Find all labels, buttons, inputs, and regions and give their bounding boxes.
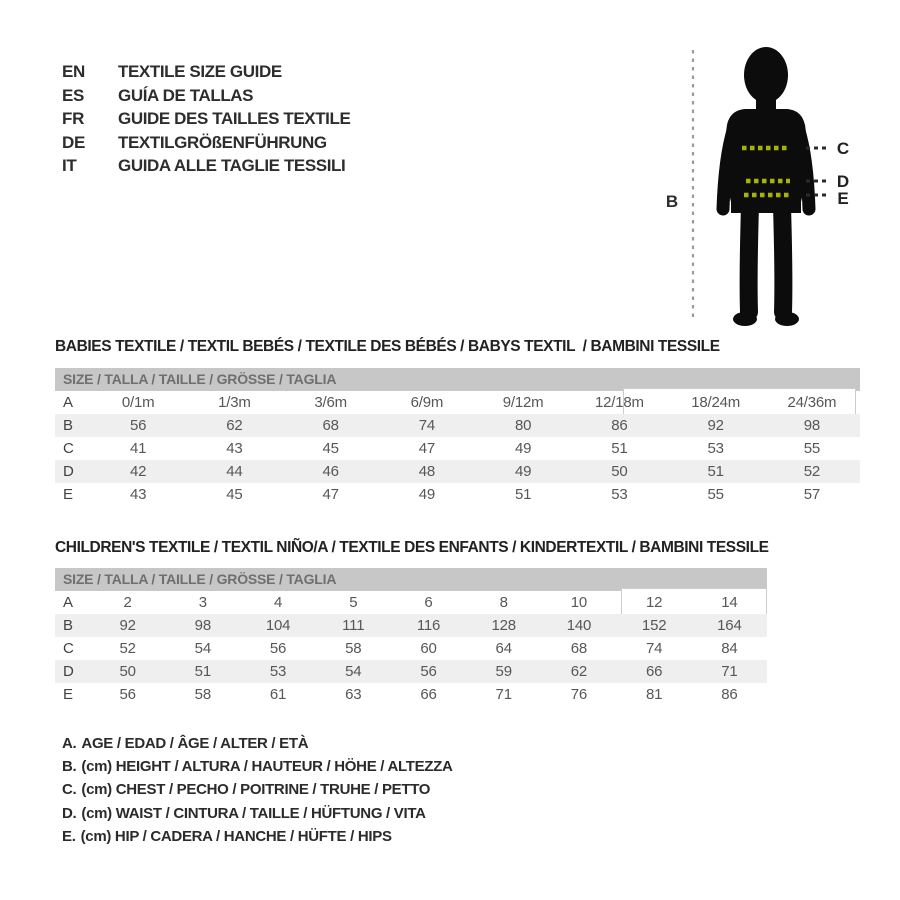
size-cell: 62 (570, 663, 588, 680)
language-title: GUIDE DES TAILLES TEXTILE (118, 109, 351, 128)
size-cell: 48 (418, 463, 436, 480)
size-cell: 104 (265, 617, 291, 634)
size-cell: 42 (129, 463, 147, 480)
legend-key: A. (62, 735, 77, 752)
size-cell: 52 (803, 463, 821, 480)
legend-key: B. (62, 758, 77, 776)
size-cell: 14 (721, 594, 738, 611)
language-title: TEXTILE SIZE GUIDE (118, 62, 282, 81)
language-row (62, 60, 350, 84)
legend-text: (cm) WAIST / CINTURA / TAILLE / HÜFTUNG / VITA (81, 804, 426, 822)
legend-row (62, 802, 453, 825)
language-row (62, 131, 350, 155)
language-list (62, 60, 350, 178)
size-cell: 5 (349, 594, 358, 611)
size-cell: 9/12m (502, 394, 544, 411)
size-cell: 140 (566, 617, 592, 634)
size-cell: 49 (418, 486, 436, 503)
size-cell: 3 (198, 594, 207, 611)
size-table-row-b (55, 414, 860, 437)
language-row (62, 154, 350, 178)
size-cell: 51 (707, 463, 724, 480)
size-cell: 12/18m (594, 394, 644, 411)
size-cell: 1/3m (218, 394, 251, 411)
legend-row (62, 755, 453, 778)
size-cell: 84 (721, 640, 738, 657)
row-label: A (63, 394, 73, 411)
row-label: B (63, 617, 73, 634)
size-cell: 60 (420, 640, 437, 657)
size-cell: 46 (322, 463, 339, 480)
size-cell: 6/9m (410, 394, 444, 411)
size-cell: 59 (495, 663, 512, 680)
size-cell: 53 (269, 663, 287, 680)
size-cell: 55 (707, 486, 724, 503)
size-cell: 58 (345, 640, 362, 657)
size-cell: 81 (645, 686, 663, 703)
size-cell: 0/1m (121, 394, 155, 411)
size-cell: 86 (721, 686, 738, 703)
children-size-header-bar: SIZE / TALLA / TAILLE / GRÖSSE / TAGLIA (55, 568, 767, 591)
language-title: GUIDA ALLE TAGLIE TESSILI (118, 156, 346, 175)
babies-size-header-bar: SIZE / TALLA / TAILLE / GRÖSSE / TAGLIA (55, 368, 860, 391)
size-cell: 47 (322, 486, 339, 503)
size-cell: 56 (269, 640, 287, 657)
size-cell: 68 (322, 417, 339, 434)
language-row (62, 107, 350, 131)
size-cell: 49 (514, 440, 532, 457)
legend-text: (cm) CHEST / PECHO / POITRINE / TRUHE / PETTO (81, 781, 431, 799)
legend-text: (cm) HEIGHT / ALTURA / HAUTEUR / HÖHE / ALTEZZA (81, 758, 453, 776)
children-section-heading: CHILDREN'S TEXTILE / TEXTIL NIÑO/A / TEXTILE DES ENFANTS / KINDERTEXTIL / BAMBINI TESSILE (55, 539, 769, 556)
row-label: E (63, 486, 73, 503)
size-cell: 43 (226, 440, 243, 457)
size-cell: 41 (129, 440, 147, 457)
size-table-row-b (55, 614, 767, 637)
chest-label: C (836, 139, 850, 158)
size-cell: 52 (119, 640, 136, 657)
row-label: D (63, 463, 74, 480)
language-code: DE (62, 132, 86, 152)
size-cell: 92 (119, 617, 136, 634)
legend-text: (cm) HIP / CADERA / HANCHE / HÜFTE / HIPS (80, 827, 392, 845)
size-cell: 51 (514, 486, 532, 503)
size-cell: 44 (226, 463, 243, 480)
legend-row (62, 825, 453, 848)
size-table-row-e (55, 683, 767, 706)
size-cell: 111 (342, 617, 365, 634)
language-code: ES (62, 85, 85, 105)
size-cell: 50 (611, 463, 628, 480)
row-label: C (63, 640, 74, 657)
size-cell: 12 (645, 594, 663, 611)
size-table-row-c (55, 437, 860, 460)
legend-key: C. (62, 781, 77, 799)
size-cell: 66 (420, 686, 437, 703)
height-label: B (665, 192, 679, 211)
size-cell: 74 (418, 417, 436, 434)
language-code: FR (62, 109, 85, 128)
legend-text: AGE / EDAD / ÂGE / ALTER / ETÀ (81, 735, 309, 752)
size-cell: 86 (611, 417, 628, 434)
size-cell: 71 (495, 686, 512, 703)
size-cell: 74 (645, 640, 663, 657)
size-table-row-c (55, 637, 767, 660)
child-silhouette-figure (650, 30, 895, 340)
legend-row (62, 778, 453, 801)
row-label: E (63, 686, 73, 703)
size-cell: 76 (570, 686, 588, 703)
size-cell: 128 (491, 617, 516, 634)
size-cell: 68 (570, 640, 588, 657)
row-label: D (63, 663, 74, 680)
language-code: IT (62, 156, 77, 175)
size-cell: 45 (226, 486, 243, 503)
legend-row (62, 732, 453, 755)
size-cell: 45 (322, 440, 339, 457)
size-cell: 10 (570, 594, 588, 611)
size-cell: 24/36m (787, 394, 837, 411)
size-cell: 50 (119, 663, 136, 680)
hip-label: E (837, 189, 849, 208)
size-table-row-e (55, 483, 860, 506)
size-cell: 58 (194, 686, 211, 703)
size-table-row-d (55, 460, 860, 483)
language-title: GUÍA DE TALLAS (118, 85, 254, 105)
size-cell: 54 (345, 663, 362, 680)
size-cell: 3/6m (314, 394, 347, 411)
size-cell: 80 (514, 417, 532, 434)
child-silhouette (723, 47, 809, 326)
size-cell: 116 (416, 617, 441, 634)
size-cell: 98 (194, 617, 211, 634)
waist-label: D (836, 172, 850, 191)
babies-size-table (55, 391, 860, 506)
size-cell: 4 (273, 594, 283, 611)
size-cell: 62 (226, 417, 243, 434)
size-cell: 57 (803, 486, 821, 503)
size-cell: 164 (717, 617, 742, 634)
size-cell: 56 (420, 663, 437, 680)
size-cell: 49 (514, 463, 532, 480)
size-cell: 53 (707, 440, 724, 457)
size-cell: 43 (129, 486, 147, 503)
size-cell: 56 (119, 686, 136, 703)
size-cell: 92 (707, 417, 724, 434)
size-cell: 51 (611, 440, 628, 457)
measurement-legend (62, 732, 453, 848)
size-cell: 66 (645, 663, 663, 680)
language-code: EN (62, 62, 86, 81)
size-cell: 2 (123, 594, 132, 611)
language-title: TEXTILGRÖßENFÜHRUNG (118, 132, 327, 152)
row-label: C (63, 440, 74, 457)
size-cell: 61 (269, 686, 287, 703)
size-cell: 54 (194, 640, 211, 657)
size-cell: 6 (424, 594, 433, 611)
size-cell: 53 (611, 486, 628, 503)
row-label: B (63, 417, 73, 434)
size-cell: 55 (803, 440, 821, 457)
language-row (62, 84, 350, 108)
size-cell: 56 (129, 417, 147, 434)
size-table-row-d (55, 660, 767, 683)
children-size-table (55, 591, 767, 706)
size-cell: 64 (495, 640, 512, 657)
measurement-diagram (650, 30, 895, 340)
babies-section-heading: BABIES TEXTILE / TEXTIL BEBÉS / TEXTILE DES BÉBÉS / BABYS TEXTIL / BAMBINI TESSILE (55, 338, 720, 355)
size-cell: 18/24m (691, 394, 741, 411)
size-cell: 98 (803, 417, 821, 434)
size-cell: 8 (499, 594, 508, 611)
size-cell: 63 (345, 686, 362, 703)
size-table-row-a (55, 391, 860, 414)
size-cell: 51 (194, 663, 211, 680)
legend-key: E. (62, 827, 76, 845)
legend-key: D. (62, 804, 77, 822)
size-table-row-a (55, 591, 767, 614)
size-cell: 47 (418, 440, 436, 457)
row-label: A (63, 594, 73, 611)
size-cell: 71 (721, 663, 738, 680)
size-cell: 152 (641, 617, 667, 634)
